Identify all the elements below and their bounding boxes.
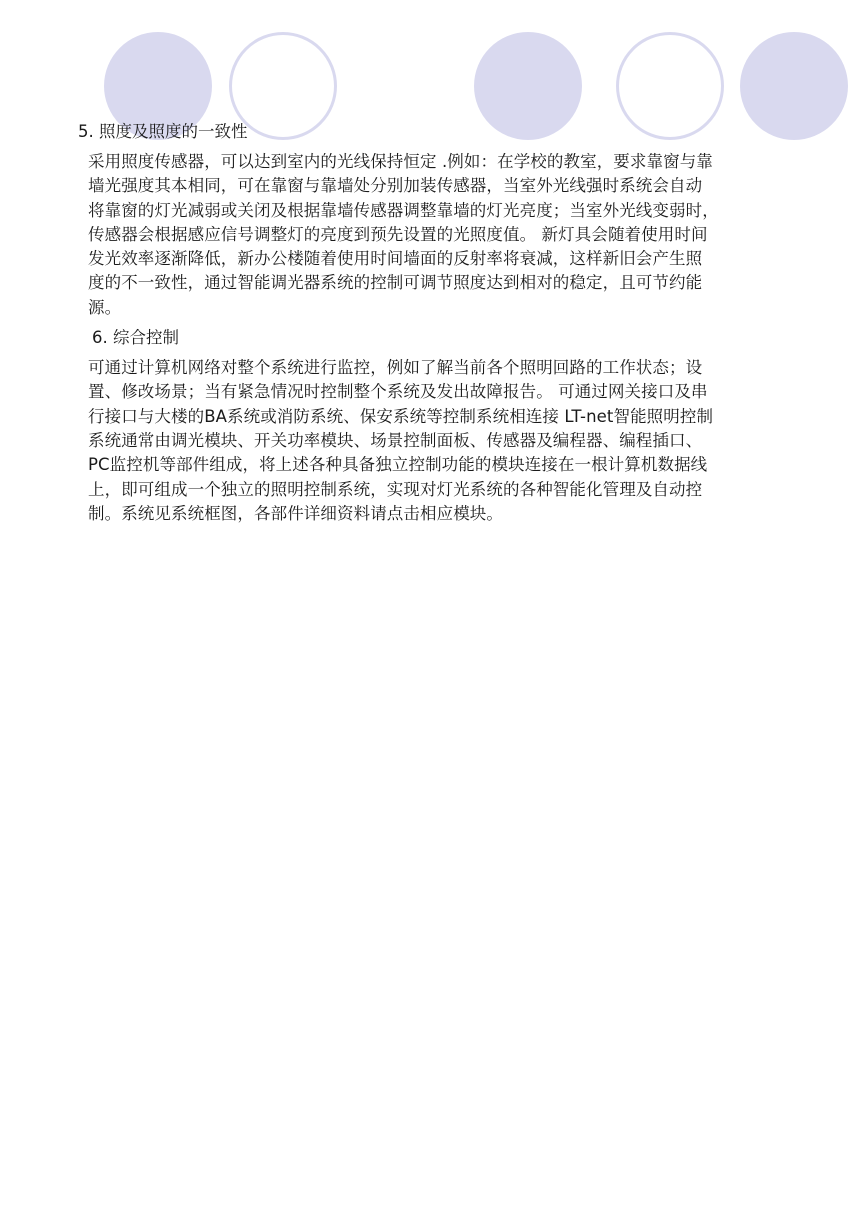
paragraph-line: 墙光强度其本相同，可在靠窗与靠墙处分别加装传感器，当室外光线强时系统会自动 — [88, 176, 703, 196]
paragraph-line: 度的不一致性，通过智能调光器系统的控制可调节照度达到相对的稳定，且可节约能 — [88, 273, 703, 293]
paragraph-line: 采用照度传感器，可以达到室内的光线保持恒定 .例如：在学校的教室，要求靠窗与靠 — [88, 152, 713, 171]
section-5-paragraph — [88, 150, 838, 320]
paragraph-line: 置、修改场景；当有紧急情况时控制整个系统及发出故障报告。 可通过网关接口及串 — [88, 382, 708, 402]
paragraph-line: 源。 — [88, 297, 122, 317]
paragraph-line: PC监控机等部件组成，将上述各种具备独立控制功能的模块连接在一根计算机数据线 — [88, 455, 708, 475]
paragraph-line: 系统通常由调光模块、开关功率模块、场景控制面板、传感器及编程器、编程插口、 — [88, 430, 703, 450]
paragraph-line: 行接口与大楼的BA系统或消防系统、保安系统等控制系统相连接 LT-net智能照明控制 — [88, 406, 714, 426]
paragraph-line: 制。系统见系统框图，各部件详细资料请点击相应模块。 — [88, 503, 503, 523]
section-6-title: 6. 综合控制 — [92, 328, 179, 348]
section-5-title: 5. 照度及照度的一致性 — [78, 122, 248, 141]
paragraph-line: 上，即可组成一个独立的照明控制系统，实现对灯光系统的各种智能化管理及自动控 — [88, 479, 703, 499]
paragraph-line: 发光效率逐渐降低，新办公楼随着使用时间墙面的反射率将衰减，这样新旧会产生照 — [88, 249, 703, 269]
section-6-paragraph — [88, 356, 838, 526]
paragraph-line: 将靠窗的灯光减弱或关闭及根据靠墙传感器调整靠墙的灯光亮度；当室外光线变弱时， — [88, 200, 719, 220]
paragraph-line: 可通过计算机网络对整个系统进行监控，例如了解当前各个照明回路的工作状态；设 — [88, 358, 703, 378]
paragraph-line: 传感器会根据感应信号调整灯的亮度到预先设置的光照度值。 新灯具会随着使用时间 — [88, 224, 708, 244]
document-body — [78, 118, 838, 526]
